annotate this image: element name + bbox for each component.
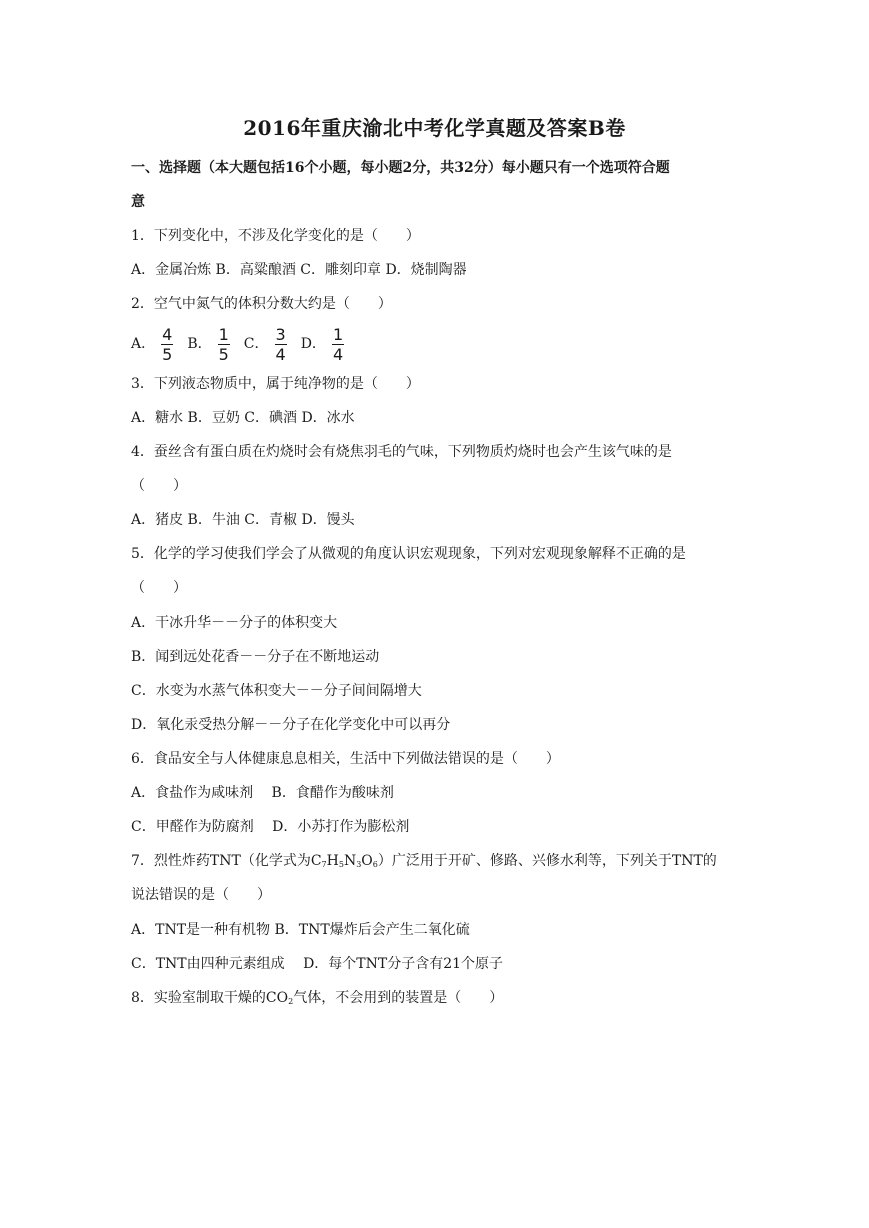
question-2-stem: 2．空气中氮气的体积分数大约是（ ） [131, 296, 392, 312]
question-4-stem-continued: （ ） [131, 478, 187, 494]
subscript: 7 [321, 860, 327, 869]
element-symbol: O [361, 853, 373, 869]
question-4-options: A．猪皮 B．牛油 C．青椒 D．馒头 [131, 512, 355, 528]
option-label: D． [300, 336, 326, 352]
question-5-option-a: A．干冰升华－－分子的体积变大 [131, 615, 338, 631]
subscript: 3 [356, 860, 362, 869]
element-symbol: H [326, 853, 339, 869]
option-label: A． [131, 336, 156, 352]
question-5-option-d: D．氧化汞受热分解－－分子在化学变化中可以再分 [131, 717, 451, 733]
element-symbol: N [343, 853, 357, 869]
page-title: 2016年重庆渝北中考化学真题及答案B卷 [243, 116, 626, 140]
numerator: 1 [218, 324, 229, 344]
fraction [275, 326, 287, 363]
fraction [161, 326, 173, 363]
fraction [218, 326, 230, 363]
numerator: 3 [275, 324, 286, 344]
denominator: 4 [332, 344, 344, 364]
question-2-option-b [187, 325, 229, 363]
question-6-stem: 6．食品安全与人体健康息息相关，生活中下列做法错误的是（ ） [131, 751, 560, 767]
stem-text: 8．实验室制取干燥的CO [131, 990, 289, 1006]
question-7-stem-continued: 说法错误的是（ ） [131, 887, 271, 903]
question-4-stem: 4．蚕丝含有蛋白质在灼烧时会有烧焦羽毛的气味，下列物质灼烧时也会产生该气味的是 [131, 444, 672, 460]
section-header: 一、选择题（本大题包括16个小题，每小题2分，共32分）每小题只有一个选项符合题 [131, 160, 670, 176]
question-2-options [131, 325, 751, 363]
question-2-option-c [244, 325, 287, 363]
numerator: 1 [332, 324, 344, 344]
section-header-continued: 意 [131, 194, 145, 210]
question-3-options: A．糖水 B．豆奶 C．碘酒 D．冰水 [131, 410, 355, 426]
denominator: 4 [275, 344, 286, 364]
numerator: 4 [162, 324, 173, 344]
question-1-options: A．金属冶炼 B．高粱酿酒 C．雕刻印章 D．烧制陶器 [131, 262, 467, 278]
subscript: 5 [338, 860, 344, 869]
stem-text: 气体，不会用到的装置是（ ） [293, 990, 504, 1006]
denominator: 5 [218, 344, 229, 364]
fraction [332, 326, 344, 363]
question-3-stem: 3．下列液态物质中，属于纯净物的是（ ） [131, 376, 420, 392]
question-5-stem-continued: （ ） [131, 580, 187, 596]
question-7-options-cd: C．TNT由四种元素组成 D．每个TNT分子含有21个原子 [131, 956, 504, 972]
option-label: B． [187, 336, 212, 352]
question-5-option-c: C．水变为水蒸气体积变大－－分子间间隔增大 [131, 683, 422, 699]
question-1-stem: 1．下列变化中，不涉及化学变化的是（ ） [131, 228, 420, 244]
question-7-stem [131, 851, 751, 871]
question-5-stem: 5．化学的学习使我们学会了从微观的角度认识宏观现象，下列对宏观现象解释不正确的是 [131, 546, 686, 562]
option-label: C． [243, 336, 269, 352]
question-2-option-d [301, 325, 344, 363]
question-5-option-b: B．闻到远处花香－－分子在不断地运动 [131, 649, 380, 665]
question-2-option-a [131, 325, 173, 363]
denominator: 5 [162, 344, 173, 364]
question-8-stem [131, 988, 751, 1008]
stem-text: 7．烈性炸药TNT（化学式为C [131, 853, 322, 869]
subscript: 6 [372, 860, 378, 869]
question-6-options-ab: A．食盐作为咸味剂 B．食醋作为酸味剂 [131, 785, 394, 801]
subscript: 2 [288, 997, 294, 1006]
stem-text: ）广泛用于开矿、修路、兴修水利等，下列关于TNT的 [377, 853, 717, 869]
question-7-options-ab: A．TNT是一种有机物 B．TNT爆炸后会产生二氧化硫 [131, 922, 470, 938]
question-6-options-cd: C．甲醛作为防腐剂 D．小苏打作为膨松剂 [131, 819, 410, 835]
